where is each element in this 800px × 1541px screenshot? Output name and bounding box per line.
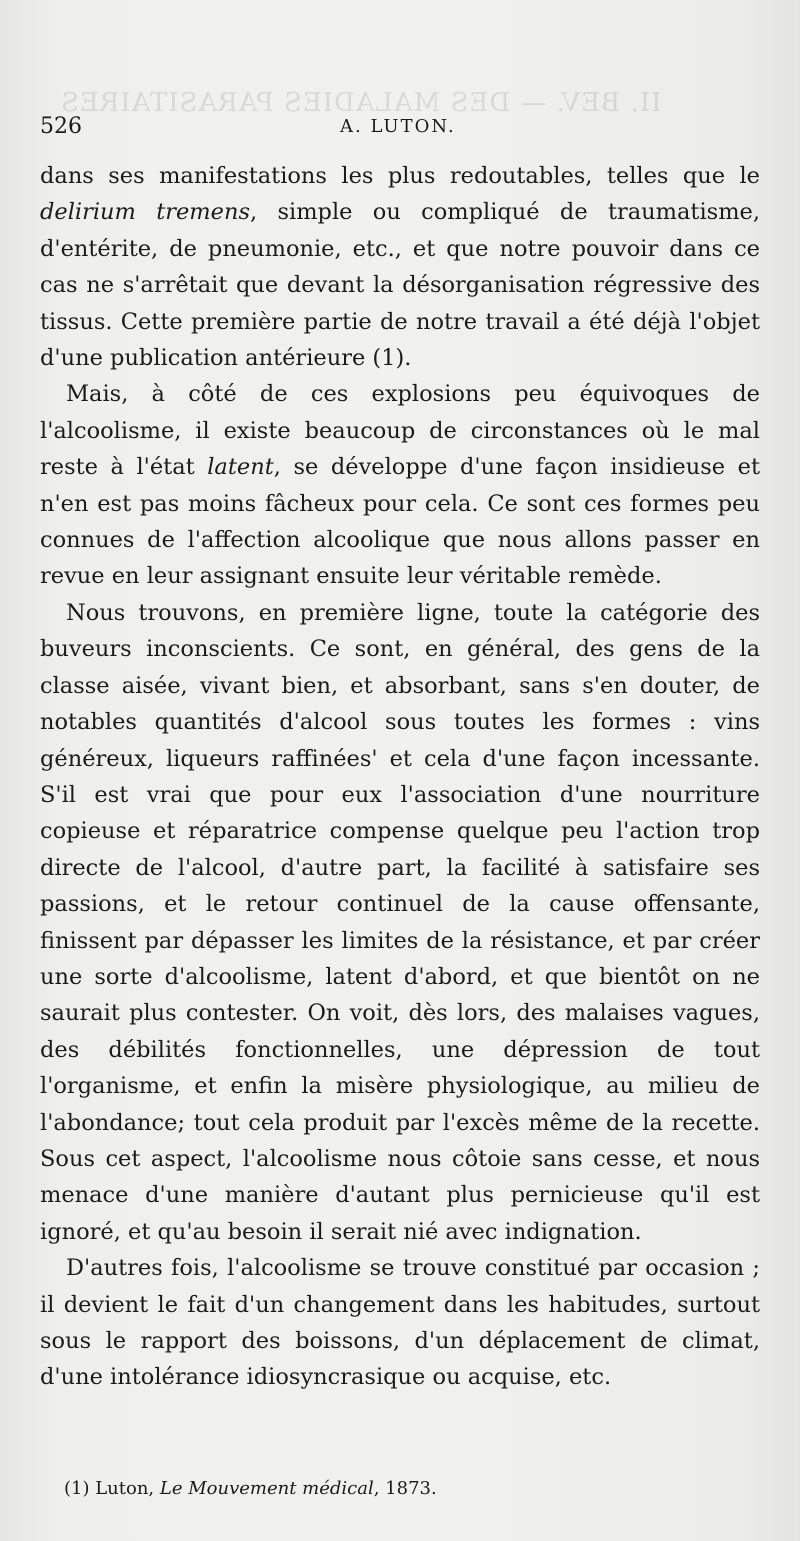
footnote-title: Le Mouvement médical: [159, 1478, 374, 1499]
italic-text: latent: [207, 454, 274, 481]
footnote-marker: (1) Luton,: [64, 1478, 160, 1499]
paragraph-text: Mais, à côté de ces explosions peu équivoques de l'alcoolisme, il existe beaucoup de circonstances où le mal reste à l'état: [40, 381, 760, 481]
paragraph: [40, 158, 760, 376]
running-head: A. LUTON.: [340, 116, 456, 137]
paragraph: [40, 376, 760, 594]
paragraph-text: dans ses manifestations les plus redoutables, telles que le: [40, 163, 760, 189]
page-header: [40, 114, 760, 154]
paragraph-text: Nous trouvons, en première ligne, toute la catégorie des buveurs inconscients. Ce sont, en général, des gens de la classe aisée, vivant bien, et absorbant, sans s'en douter, de notables quantités d'alcool sous toutes les formes : vins généreux, liqueurs raffinées' et cela d'une façon incessante. S'il est vrai que pour eux l'association d'une nourriture copieuse et réparatrice compense quelque peu l'action trop directe de l'alcool, d'autre part, la facilité à satisfaire ses passions, et le retour continuel de la cause offensante, finissent par dépasser les limites de la résistance, et par créer une sorte d'alcoolisme, latent d'abord, et que bientôt on ne saurait plus contester. On voit, dès lors, des malaises vagues, des débilités fonctionnelles, une dépression de tout l'organisme, et enfin la misère physiologique, au milieu de l'abondance; tout cela produit par l'excès même de la recette. Sous cet aspect, l'alcoolisme nous côtoie sans cesse, et nous menace d'une manière d'autant plus pernicieuse qu'il est ignoré, et qu'au besoin il serait nié avec indignation.: [40, 599, 760, 1245]
footnote: [64, 1478, 437, 1499]
paragraph: [40, 595, 760, 1250]
body-text: [40, 158, 760, 1396]
paragraph-text: D'autres fois, l'alcoolisme se trouve constitué par occasion ; il devient le fait d'un changement dans les habitudes, surtout sous le rapport des boissons, d'un déplacement de climat, d'une intolérance idiosyncrasique ou acquise, etc.: [40, 1255, 760, 1391]
italic-text: delirium tremens: [40, 199, 251, 226]
footnote-year: , 1873.: [373, 1478, 437, 1499]
show-through-texture: II. BEV. — DES MALADIES PARASITAIRES: [60, 88, 662, 118]
paragraph: [40, 1250, 760, 1396]
paragraph-text: , simple ou compliqué de traumatisme, d'entérite, de pneumonie, etc., et que notre pouvoir dans ce cas ne s'arrêtait que devant la désorganisation régressive des tissus. Cette première partie de notre travail a été déjà l'objet d'une publication antérieure (1).: [40, 199, 760, 372]
paragraph-text: , se développe d'une façon insidieuse et n'en est pas moins fâcheux pour cela. Ce sont ces formes peu connues de l'affection alcoolique que nous allons passer en revue en leur assignant ensuite leur véritable remède.: [40, 454, 760, 590]
page-number: 526: [40, 114, 82, 139]
